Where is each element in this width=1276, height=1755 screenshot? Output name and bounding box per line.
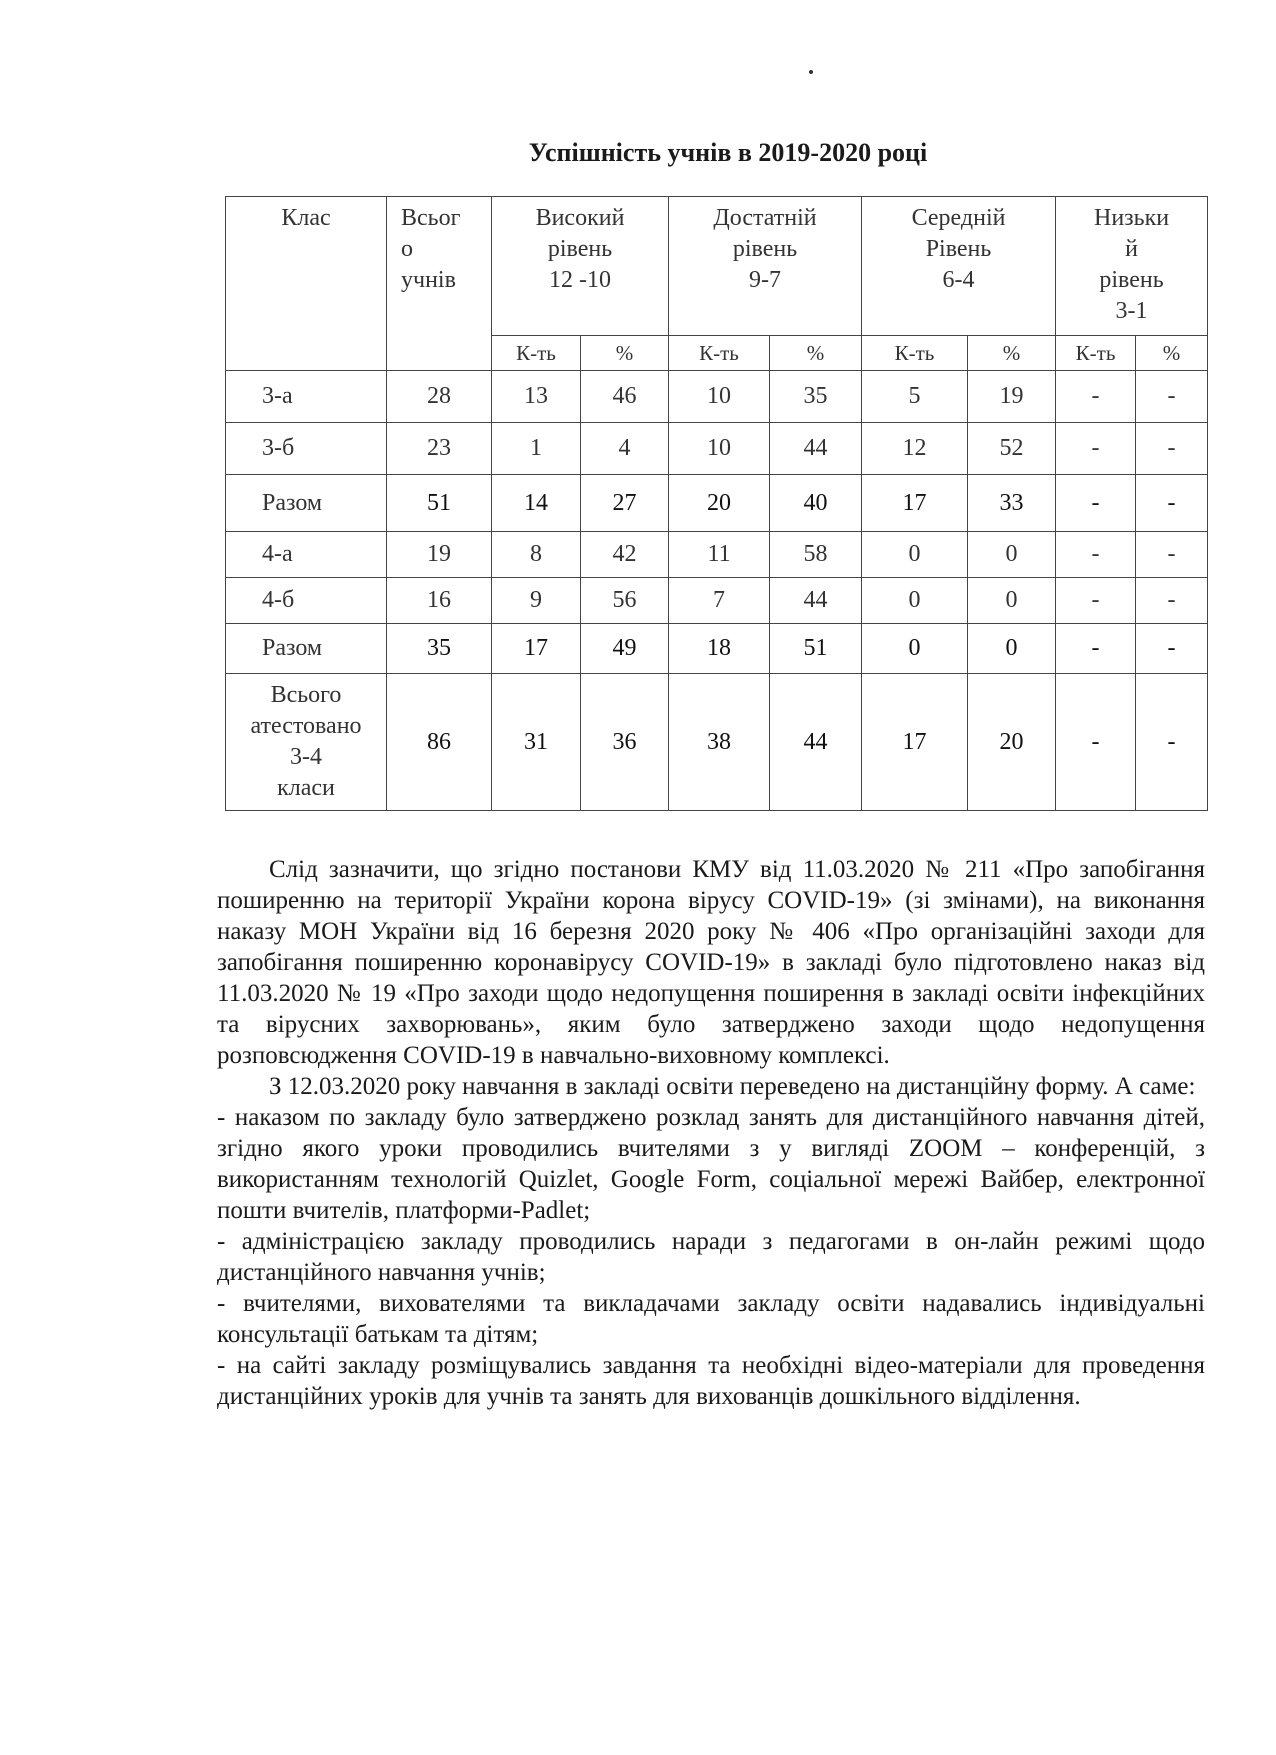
table-row xyxy=(226,532,1208,578)
value-cell: 13 xyxy=(492,371,581,423)
paragraph: З 12.03.2020 року навчання в закладі освіти переведено на дистанційну форму. А саме: xyxy=(269,1073,1196,1100)
value-cell: - xyxy=(1136,578,1208,624)
total-cell: 35 xyxy=(387,624,492,674)
header-klas: Клас xyxy=(226,197,387,371)
value-cell: 7 xyxy=(669,578,770,624)
table-row xyxy=(226,475,1208,532)
class-cell: 4-б xyxy=(226,578,387,624)
paragraph: Слід зазначити, що згідно постанови КМУ від 11.03.2020 № 211 «Про запобігання поширенню на території України корона вірусу COVID-19» (зі змінами), на виконання наказу МОН України від 16 березня 2020 року № 406 «Про організаційні заходи для запобігання поширенню коронавірусу COVID-19» в закладі було підготовлено наказ від 11.03.2020 № 19 «Про заходи щодо недопущення поширення в закладі освіти інфекційних та вірусних захворювань», яким було затверджено заходи щодо недопущення розповсюдження COVID-19 в навчально-виховному комплексі. xyxy=(217,856,1205,1069)
value-cell: 8 xyxy=(492,532,581,578)
value-cell: 58 xyxy=(770,532,862,578)
class-cell: Разом xyxy=(226,475,387,532)
header-medium: Середній Рівень 6-4 xyxy=(862,197,1056,336)
value-cell: 33 xyxy=(968,475,1056,532)
value-cell: 19 xyxy=(968,371,1056,423)
list-item: - адміністрацією закладу проводились наради з педагогами в он-лайн режимі щодо дистанційного навчання учнів; xyxy=(217,1228,1205,1286)
total-cell: 28 xyxy=(387,371,492,423)
value-cell: 27 xyxy=(581,475,669,532)
table-row xyxy=(226,578,1208,624)
sub-header: % xyxy=(770,336,862,371)
value-cell: 51 xyxy=(770,624,862,674)
header-low: Низьки й рівень 3-1 xyxy=(1056,197,1208,336)
value-cell: 17 xyxy=(862,475,968,532)
value-cell: 17 xyxy=(862,674,968,811)
value-cell: 12 xyxy=(862,423,968,475)
value-cell: 35 xyxy=(770,371,862,423)
header-sufficient: Достатній рівень 9-7 xyxy=(669,197,862,336)
total-cell: 16 xyxy=(387,578,492,624)
value-cell: 17 xyxy=(492,624,581,674)
total-cell: 86 xyxy=(387,674,492,811)
total-cell: 19 xyxy=(387,532,492,578)
value-cell: - xyxy=(1136,475,1208,532)
table-row xyxy=(226,423,1208,475)
table-row xyxy=(226,624,1208,674)
value-cell: 20 xyxy=(968,674,1056,811)
total-cell: 23 xyxy=(387,423,492,475)
results-table xyxy=(225,196,1208,811)
value-cell: - xyxy=(1056,578,1136,624)
value-cell: 44 xyxy=(770,423,862,475)
value-cell: 31 xyxy=(492,674,581,811)
value-cell: 20 xyxy=(669,475,770,532)
value-cell: 40 xyxy=(770,475,862,532)
page-title: Успішність учнів в 2019-2020 році xyxy=(528,138,928,167)
sub-header: К-ть xyxy=(492,336,581,371)
class-cell: 4-а xyxy=(226,532,387,578)
value-cell: 10 xyxy=(669,371,770,423)
list-item: - на сайті закладу розміщувались завдання та необхідні відео-матеріали для проведення дистанційних уроків для учнів та занять для вихованців дошкільного відділення. xyxy=(217,1352,1205,1410)
value-cell: - xyxy=(1056,475,1136,532)
list-item: - вчителями, вихователями та викладачами закладу освіти надавались індивідуальні консультації батькам та дітям; xyxy=(217,1290,1205,1348)
value-cell: 1 xyxy=(492,423,581,475)
value-cell: - xyxy=(1056,624,1136,674)
value-cell: 38 xyxy=(669,674,770,811)
body-text xyxy=(217,854,1205,1412)
value-cell: 0 xyxy=(968,624,1056,674)
class-cell: 3-а xyxy=(226,371,387,423)
value-cell: 49 xyxy=(581,624,669,674)
scan-speck xyxy=(809,70,813,74)
value-cell: - xyxy=(1056,371,1136,423)
value-cell: - xyxy=(1056,532,1136,578)
header-high: Високий рівень 12 -10 xyxy=(492,197,669,336)
table-row xyxy=(226,371,1208,423)
value-cell: 4 xyxy=(581,423,669,475)
sub-header: К-ть xyxy=(1056,336,1136,371)
value-cell: 0 xyxy=(862,624,968,674)
value-cell: - xyxy=(1136,371,1208,423)
value-cell: - xyxy=(1136,532,1208,578)
value-cell: 14 xyxy=(492,475,581,532)
value-cell: 11 xyxy=(669,532,770,578)
value-cell: 0 xyxy=(862,532,968,578)
value-cell: - xyxy=(1056,423,1136,475)
total-cell: 51 xyxy=(387,475,492,532)
sub-header: К-ть xyxy=(669,336,770,371)
value-cell: 0 xyxy=(862,578,968,624)
sub-header: К-ть xyxy=(862,336,968,371)
sub-header: % xyxy=(1136,336,1208,371)
value-cell: 52 xyxy=(968,423,1056,475)
class-cell: 3-б xyxy=(226,423,387,475)
value-cell: - xyxy=(1136,674,1208,811)
sub-header: % xyxy=(581,336,669,371)
value-cell: 44 xyxy=(770,674,862,811)
value-cell: - xyxy=(1136,624,1208,674)
header-total: Всьог о учнів xyxy=(387,197,492,371)
value-cell: 5 xyxy=(862,371,968,423)
value-cell: 9 xyxy=(492,578,581,624)
class-cell: Разом xyxy=(226,624,387,674)
value-cell: 18 xyxy=(669,624,770,674)
table-row-total xyxy=(226,674,1208,811)
value-cell: 0 xyxy=(968,578,1056,624)
value-cell: 42 xyxy=(581,532,669,578)
value-cell: 44 xyxy=(770,578,862,624)
value-cell: 46 xyxy=(581,371,669,423)
sub-header: % xyxy=(968,336,1056,371)
list-item: - наказом по закладу було затверджено розклад занять для дистанційного навчання дітей, згідно якого уроки проводились вчителями з у вигляді ZOOM – конференцій, з використанням технологій Quizlet, Google Form, соціальної мережі Вайбер, електронної пошти вчителів, платформи-Padlet; xyxy=(217,1104,1205,1224)
value-cell: 0 xyxy=(968,532,1056,578)
value-cell: 36 xyxy=(581,674,669,811)
value-cell: - xyxy=(1056,674,1136,811)
table-body xyxy=(226,371,1208,811)
class-cell: Всього атестовано 3-4 класи xyxy=(226,674,387,811)
value-cell: 56 xyxy=(581,578,669,624)
value-cell: - xyxy=(1136,423,1208,475)
value-cell: 10 xyxy=(669,423,770,475)
